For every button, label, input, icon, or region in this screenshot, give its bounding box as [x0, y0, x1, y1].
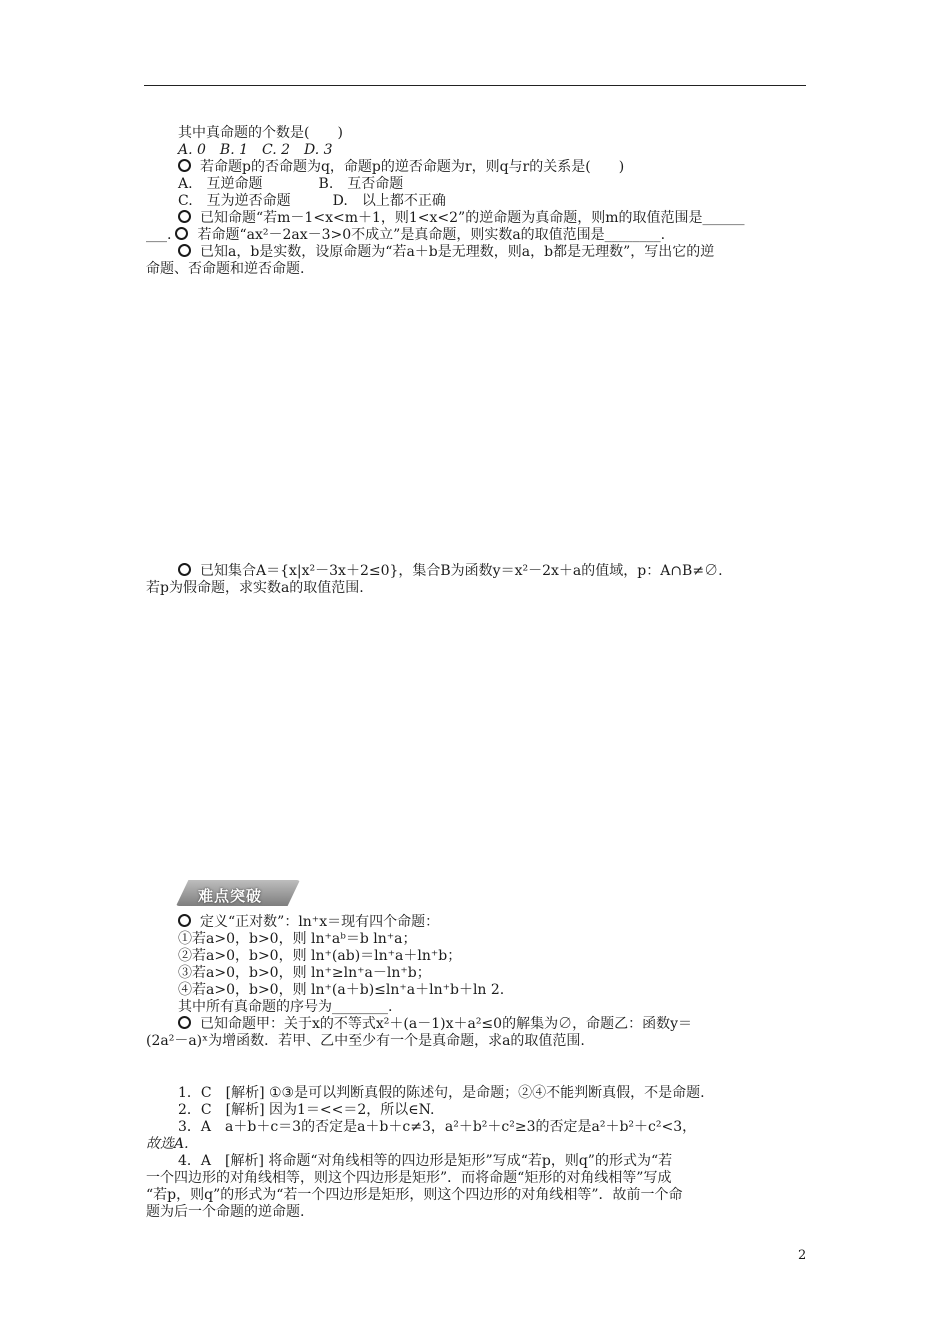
answer-3: 3．A a＋b＋c＝3的否定是a＋b＋c≠3，a²＋b²＋c²≥3的否定是a²＋b²＋c²<3，	[178, 1119, 697, 1135]
circle-bullet-icon	[178, 914, 191, 927]
question-10: 定义“正对数”：ln⁺x＝现有四个命题：	[146, 914, 806, 931]
question-11-cont: (2a²－a)ˣ为增函数．若甲、乙中至少有一个是真命题，求a的取值范围.	[146, 1033, 585, 1049]
circle-bullet-icon	[175, 227, 188, 240]
list-item: ①若a>0，b>0，则 ln⁺aᵇ＝b ln⁺a；	[178, 931, 417, 947]
question-6: 已知命题“若m－1<x<m＋1，则1<x<2”的逆命题为真命题，则m的取值范围是______	[146, 210, 806, 227]
answer-4-cont-1: 一个四边形的对角线相等，则这个四边形是矩形”．而将命题“矩形的对角线相等”写成	[146, 1170, 672, 1186]
questions-difficult	[146, 914, 806, 1050]
question-11: 已知命题甲：关于x的不等式x²＋(a－1)x＋a²≤0的解集为∅，命题乙：函数y＝	[146, 1016, 806, 1033]
question-6-cont: ___. 若命题“ax²－2ax－3>0不成立”是真命题，则实数a的取值范围是________.	[146, 227, 666, 243]
answers	[146, 1085, 806, 1221]
answer-4: 4．A [解析] 将命题“对角线相等的四边形是矩形”写成“若p，则q”的形式为“若	[178, 1153, 673, 1169]
questions-top	[146, 125, 806, 278]
answer-4-cont-3: 题为后一个命题的逆命题.	[146, 1204, 305, 1220]
answer-2: 2．C [解析] 因为1＝<<＝2，所以∈N.	[178, 1102, 435, 1118]
circle-bullet-icon	[178, 563, 191, 576]
section-banner	[176, 876, 304, 909]
question-5-options-cd: C. 互为逆否命题 D. 以上都不正确	[178, 193, 446, 209]
question-5: 若命题p的否命题为q，命题p的逆否命题为r，则q与r的关系是( )	[146, 159, 806, 176]
question-9-block	[146, 563, 806, 597]
question-10-end: 其中所有真命题的序号为________.	[178, 999, 393, 1015]
list-item: ④若a>0，b>0，则 ln⁺(a＋b)≤ln⁺a＋ln⁺b＋ln 2.	[178, 982, 505, 998]
circle-bullet-icon	[178, 244, 191, 257]
circle-bullet-icon	[178, 1016, 191, 1029]
question-8: 已知a，b是实数，设原命题为“若a＋b是无理数，则a，b都是无理数”，写出它的逆	[146, 244, 806, 261]
circle-bullet-icon	[178, 210, 191, 223]
answer-4-cont-2: “若p，则q”的形式为“若一个四边形是矩形，则这个四边形的对角线相等”．故前一个命	[146, 1187, 683, 1203]
list-item: ②若a>0，b>0，则 ln⁺(ab)＝ln⁺a＋ln⁺b；	[178, 948, 462, 964]
list-item: ③若a>0，b>0，则 ln⁺≥ln⁺a－ln⁺b；	[178, 965, 431, 981]
header-rule	[144, 85, 806, 86]
question-intro: 其中真命题的个数是( )	[178, 125, 343, 141]
question-8-cont: 命题、否命题和逆否命题.	[146, 261, 305, 277]
question-intro-options: A. 0 B. 1 C. 2 D. 3	[178, 142, 333, 158]
answer-1: 1．C [解析] ①③是可以判断真假的陈述句，是命题；②④不能判断真假，不是命题.	[178, 1085, 705, 1101]
answer-3-cont: 故选A.	[146, 1136, 189, 1152]
question-5-options-ab: A. 互逆命题 B. 互否命题	[178, 176, 404, 192]
banner-title: 难点突破	[198, 887, 263, 905]
question-7: 若命题“ax²－2ax－3>0不成立”是真命题，则实数a的取值范围是________.	[197, 227, 666, 243]
circle-bullet-icon	[178, 159, 191, 172]
question-9-cont: 若p为假命题，求实数a的取值范围.	[146, 580, 364, 596]
question-9: 已知集合A＝{x|x²－3x＋2≤0}，集合B为函数y＝x²－2x＋a的值域，p：A∩B≠∅.	[146, 563, 806, 580]
page-number: 2	[798, 1248, 807, 1263]
